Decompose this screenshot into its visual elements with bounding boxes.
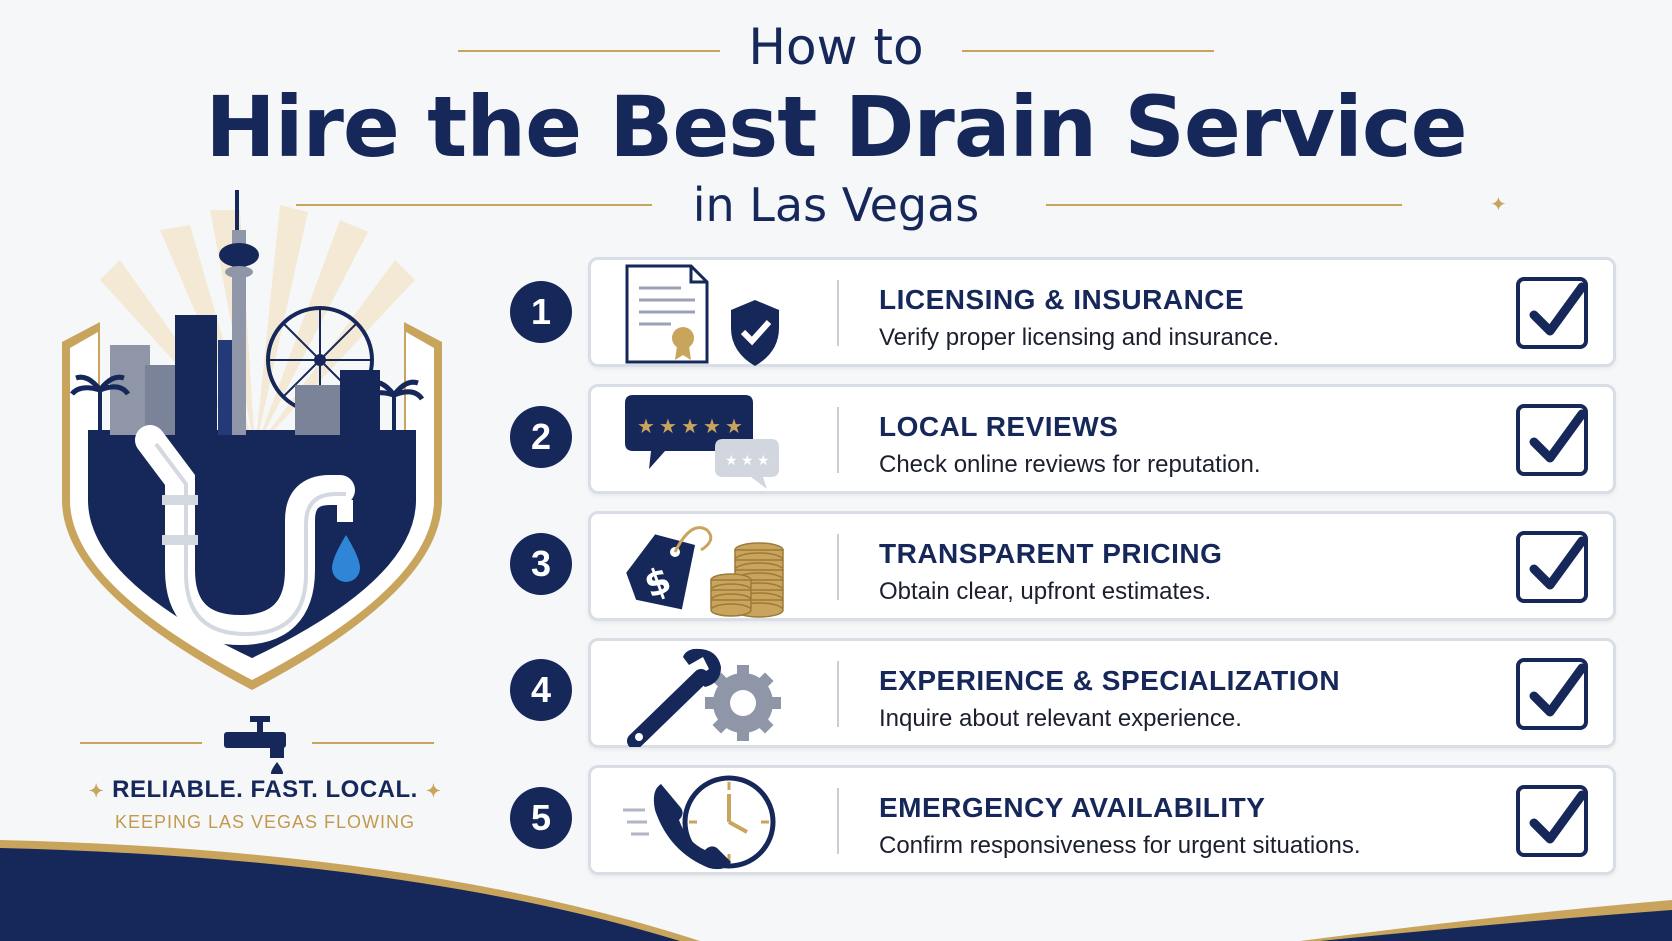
- sparkle-icon: ✦: [425, 781, 442, 801]
- step-number: 5: [510, 787, 572, 849]
- step-title: TRANSPARENT PRICING: [879, 538, 1223, 569]
- faucet-icon: [220, 712, 296, 774]
- step-card-pricing: [588, 511, 1616, 621]
- sparkle-icon: ✦: [88, 781, 105, 801]
- svg-text:★: ★: [725, 453, 738, 469]
- emblem-tagline-row: [70, 776, 460, 804]
- step-checkbox[interactable]: [1516, 277, 1588, 349]
- header-kicker: How to: [748, 18, 924, 76]
- step-description: Obtain clear, upfront estimates.: [879, 578, 1212, 605]
- step-number: 3: [510, 533, 572, 595]
- svg-text:★: ★: [741, 453, 754, 469]
- svg-text:★: ★: [725, 414, 743, 438]
- step-title: LICENSING & INSURANCE: [879, 284, 1245, 315]
- step-description: Verify proper licensing and insurance.: [879, 324, 1280, 351]
- svg-text:★: ★: [681, 414, 699, 438]
- step-number: 1: [510, 281, 572, 343]
- page-subtitle: in Las Vegas: [692, 178, 980, 232]
- svg-text:$: $: [639, 559, 677, 607]
- svg-text:★: ★: [757, 453, 770, 469]
- checkmark-icon: [1524, 527, 1590, 597]
- svg-text:★: ★: [703, 414, 721, 438]
- emblem-rule-right: [312, 742, 434, 744]
- wrench-gear-icon: [621, 643, 791, 747]
- price-tag-coins-icon: [621, 516, 791, 620]
- step-card-experience: [588, 638, 1616, 748]
- card-divider: [837, 534, 839, 600]
- emblem-tagline: RELIABLE. FAST. LOCAL.: [112, 776, 418, 803]
- license-shield-icon: [621, 262, 791, 366]
- step-checkbox[interactable]: [1516, 531, 1588, 603]
- card-divider: [837, 280, 839, 346]
- svg-text:★: ★: [637, 414, 655, 438]
- bottom-wave: [0, 820, 1672, 941]
- checkmark-icon: [1524, 273, 1590, 343]
- step-checkbox[interactable]: [1516, 404, 1588, 476]
- step-description: Check online reviews for reputation.: [879, 451, 1261, 478]
- step-title: LOCAL REVIEWS: [879, 411, 1119, 442]
- page-title: Hire the Best Drain Service: [205, 78, 1467, 176]
- review-stars-icon: [621, 389, 791, 493]
- las-vegas-drain-emblem: [40, 190, 480, 710]
- emblem-rule-left: [80, 742, 202, 744]
- svg-text:★: ★: [659, 414, 677, 438]
- card-divider: [837, 407, 839, 473]
- step-description: Inquire about relevant experience.: [879, 705, 1242, 732]
- step-description: Confirm responsiveness for urgent situations.: [879, 832, 1361, 859]
- step-checkbox[interactable]: [1516, 658, 1588, 730]
- step-card-reviews: [588, 384, 1616, 494]
- step-card-licensing: [588, 257, 1616, 367]
- step-number: 2: [510, 406, 572, 468]
- step-title: EXPERIENCE & SPECIALIZATION: [879, 665, 1341, 696]
- checkmark-icon: [1524, 654, 1590, 724]
- emblem-subtagline: KEEPING LAS VEGAS FLOWING: [114, 812, 416, 832]
- step-number: 4: [510, 659, 572, 721]
- checkmark-icon: [1524, 400, 1590, 470]
- card-divider: [837, 661, 839, 727]
- sparkle-icon: ✦: [1490, 192, 1507, 216]
- step-title: EMERGENCY AVAILABILITY: [879, 792, 1266, 823]
